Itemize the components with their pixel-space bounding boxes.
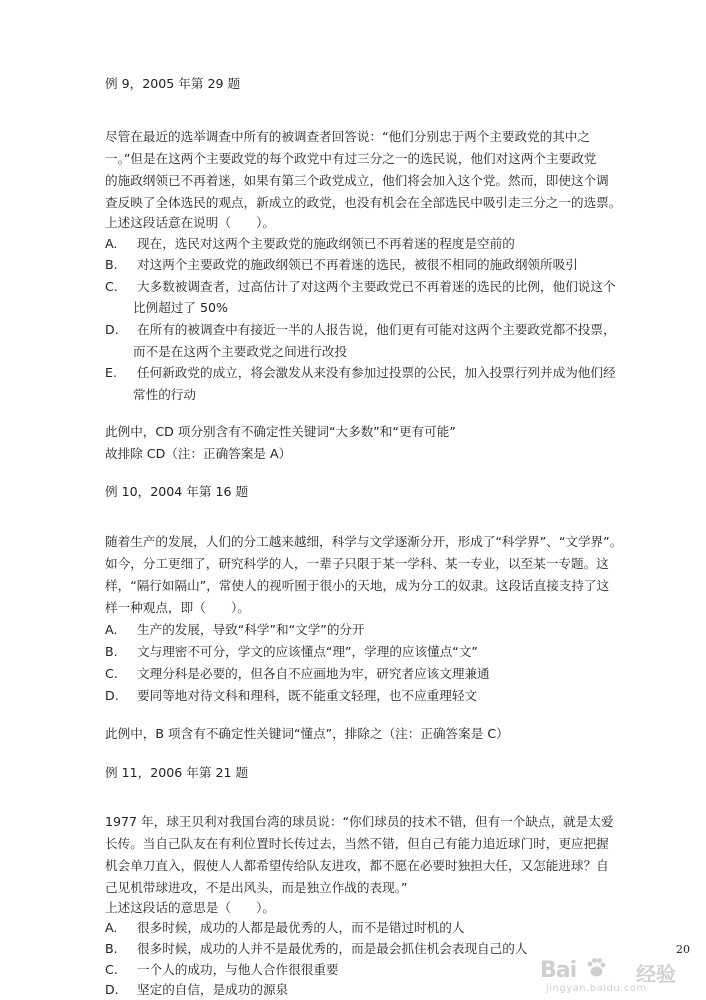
baidu-jingyan-watermark bbox=[540, 956, 700, 996]
option-text: 要同等地对待文科和理科，既不能重文轻理，也不应重理轻文 bbox=[137, 688, 478, 703]
q9-analysis-2: 故排除 CD（注：正确答案是 A） bbox=[105, 446, 292, 461]
option-text: 很多时候，成功的人并不是最优秀的，而是最会抓住机会表现自己的人 bbox=[137, 941, 528, 956]
option-text: 文理分科是必要的，但各自不应画地为牢，研究者应该文理兼通 bbox=[137, 666, 490, 681]
q9-analysis-1: 此例中，CD 项分别含有不确定性关键词“大多数”和“更有可能” bbox=[105, 424, 456, 439]
option-key: B. bbox=[105, 941, 118, 956]
q9-option-d-cont: 而不是在这两个主要政党之间进行改投 bbox=[133, 344, 348, 359]
option-text: 任何新政党的成立，将会激发从来没有参加过投票的公民，加入投票行列并成为他们经 bbox=[137, 365, 616, 380]
q11-line-2: 长传。当自己队友在有利位置时长传过去，当然不错，但自己有能力追近球门时，更应把握 bbox=[105, 836, 609, 851]
option-key: A. bbox=[105, 622, 118, 637]
option-key: C. bbox=[105, 962, 118, 977]
option-text: 文与理密不可分，学文的应该懂点“理”，学理的应该懂点“文” bbox=[137, 644, 478, 659]
q9-line-3: 的施政纲领已不再着迷，如果有第三个政党成立，他们将会加入这个党。然而，即使这个调 bbox=[105, 173, 609, 188]
q9-option-e-cont: 常性的行动 bbox=[133, 387, 196, 402]
option-key: B. bbox=[105, 644, 118, 659]
watermark-brand-suffix: 经验 bbox=[636, 962, 676, 986]
watermark-brand: Bai bbox=[540, 958, 577, 983]
q9-question: 上述这段话意在说明（ ）。 bbox=[105, 215, 276, 230]
option-text: 很多时候，成功的人都是最优秀的人，而不是错过时机的人 bbox=[137, 920, 465, 935]
option-text: 现在，选民对这两个主要政党的施政纲领已不再着迷的程度是空前的 bbox=[137, 236, 515, 251]
q11-line-1: 1977 年，球王贝利对我国台湾的球员说：“你们球员的技术不错，但有一个缺点，就是太爱 bbox=[105, 814, 614, 829]
option-key: A. bbox=[105, 920, 118, 935]
q11-question: 上述这段话的意思是（ ）。 bbox=[105, 900, 276, 915]
option-text: 在所有的被调查中有接近一半的人报告说，他们更有可能对这两个主要政党都不投票， bbox=[137, 322, 616, 337]
page-number: 20 bbox=[676, 943, 690, 956]
q10-line-1: 随着生产的发展，人们的分工越来越细，科学与文学逐渐分开，形成了“科学界”、“文学界”。 bbox=[105, 534, 623, 549]
option-key: C. bbox=[105, 666, 118, 681]
option-key: B. bbox=[105, 257, 118, 272]
q9-line-4: 查反映了全体选民的观点，新成立的政党，也没有机会在全部选民中吸引走三分之一的选票。 bbox=[105, 195, 622, 210]
option-key: A. bbox=[105, 236, 118, 251]
option-text: 对这两个主要政党的施政纲领已不再着迷的选民，被很不相同的施政纲领所吸引 bbox=[137, 257, 578, 272]
option-key: D. bbox=[105, 688, 119, 703]
option-text: 大多数被调查者，过高估计了对这两个主要政党已不再着迷的选民的比例，他们说这个 bbox=[137, 279, 616, 294]
option-key: E. bbox=[105, 365, 117, 380]
q9-header: 例 9，2005 年第 29 题 bbox=[105, 76, 241, 91]
option-key: C. bbox=[105, 279, 118, 294]
q11-header: 例 11，2006 年第 21 题 bbox=[105, 765, 249, 780]
watermark-url: jingyan.baidu.com bbox=[546, 983, 647, 994]
q10-header: 例 10，2004 年第 16 题 bbox=[105, 484, 249, 499]
paw-icon bbox=[584, 956, 608, 980]
option-key: D. bbox=[105, 982, 119, 997]
q11-line-4: 己见机带球进攻，不是出风头，而是独立作战的表现。” bbox=[105, 880, 408, 895]
option-text: 一个人的成功，与他人合作很很重要 bbox=[137, 962, 339, 977]
q9-line-2: 一。”但是在这两个主要政党的每个政党中有过三分之一的选民说，他们对这两个主要政党 bbox=[105, 151, 597, 166]
q10-question: 样一种观点，即（ ）。 bbox=[105, 600, 250, 615]
option-text: 坚定的自信，是成功的源泉 bbox=[137, 982, 289, 997]
q9-option-c-cont: 比例超过了 50% bbox=[133, 300, 228, 315]
option-key: D. bbox=[105, 322, 119, 337]
q10-line-3: 样，“隔行如隔山”，常使人的视听囿于很小的天地，成为分工的奴隶。这段话直接支持了这 bbox=[105, 578, 610, 593]
option-text: 生产的发展，导致“科学”和“文学”的分开 bbox=[137, 622, 365, 637]
q9-line-1: 尽管在最近的选举调查中所有的被调查者回答说：“他们分别忠于两个主要政党的其中之 bbox=[105, 129, 591, 144]
q11-line-3: 机会单刀直入，假使人人都希望传给队友进攻，都不愿在必要时独担大任，又怎能进球？自 bbox=[105, 858, 609, 873]
q10-line-2: 如今，分工更细了，研究科学的人，一辈子只限于某一学科、某一专业，以至某一专题。这 bbox=[105, 556, 609, 571]
q10-analysis: 此例中，B 项含有不确定性关键词“懂点”，排除之（注：正确答案是 C） bbox=[105, 726, 509, 741]
